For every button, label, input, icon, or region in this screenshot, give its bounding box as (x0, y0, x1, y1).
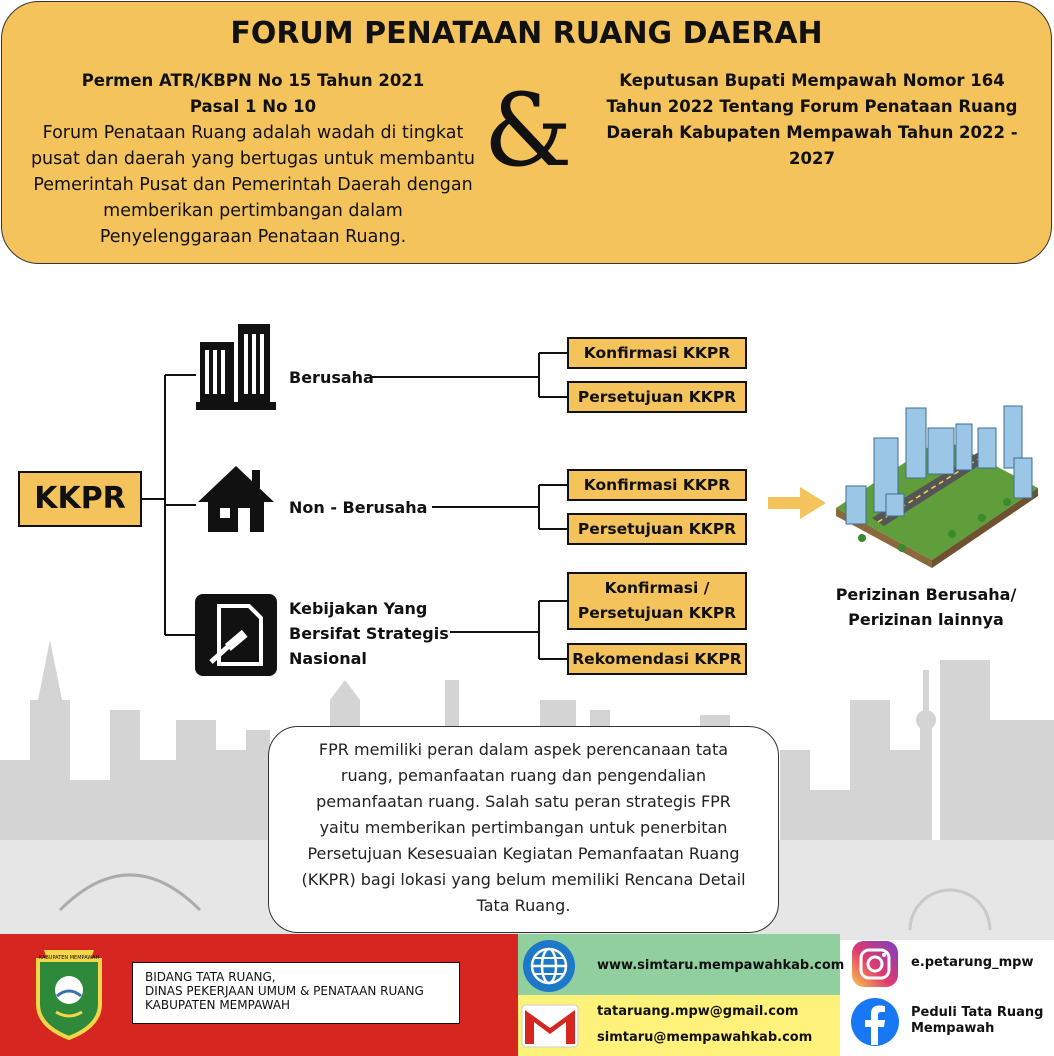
building-icon (196, 322, 276, 410)
result-caption-line2: Perizinan lainnya (848, 610, 1004, 629)
result-caption (826, 582, 1026, 632)
ampersand: & (483, 72, 573, 189)
regulation-left-article: Pasal 1 No 10 (189, 97, 317, 116)
category-non-berusaha: Non - Berusaha (289, 498, 428, 517)
house-icon (196, 464, 276, 534)
result-caption-line1: Perizinan Berusaha/ (835, 585, 1017, 604)
outcome-konfirmasi-berusaha: Konfirmasi KKPR (567, 337, 747, 369)
outcome-strategis-line2: Persetujuan KKPR (577, 604, 737, 622)
outcome-konfirmasi-non-berusaha: Konfirmasi KKPR (567, 469, 747, 501)
city-illustration (832, 398, 1042, 568)
legal-document-icon (195, 594, 277, 676)
instagram-handle[interactable]: e.petarung_mpw (911, 955, 1034, 970)
page-title: FORUM PENATAAN RUANG DAERAH (230, 16, 823, 51)
office-line1: BIDANG TATA RUANG, (145, 970, 276, 984)
outcome-rekomendasi-strategis: Rekomendasi KKPR (567, 643, 747, 675)
regency-logo (34, 946, 104, 1040)
globe-icon (521, 938, 577, 994)
right-arrow-icon (768, 485, 828, 521)
category-kebijakan-line2: Bersifat Strategis (289, 624, 449, 643)
category-kebijakan-line3: Nasional (289, 649, 367, 668)
kkpr-root-box: KKPR (18, 471, 142, 527)
outcome-persetujuan-non-berusaha: Persetujuan KKPR (567, 513, 747, 545)
website-link[interactable]: www.simtaru.mempawahkab.com (597, 958, 845, 973)
category-kebijakan-line1: Kebijakan Yang (289, 599, 428, 618)
logo-text: KABUPATEN MEMPAWAH (38, 955, 100, 961)
outcome-persetujuan-berusaha: Persetujuan KKPR (567, 381, 747, 413)
regulation-left-ref: Permen ATR/KBPN No 15 Tahun 2021 (81, 71, 425, 90)
regulation-right: Keputusan Bupati Mempawah Nomor 164 Tahun 2022 Tentang Forum Penataan Ruang Daerah Kabupaten Mempawah Tahun 2022 - 2027 (606, 71, 1018, 168)
office-line3: KABUPATEN MEMPAWAH (145, 998, 291, 1012)
email-link-primary[interactable]: tataruang.mpw@gmail.com (597, 1004, 799, 1019)
outcome-konfirmasi-persetujuan-strategis (567, 572, 747, 630)
regulation-left-body: Forum Penataan Ruang adalah wadah di tingkat pusat dan daerah yang bertugas untuk membantu Pemerintah Pusat dan Pemerintah Daerah dengan memberikan pertimbangan dalam Penyelenggaraan Penataan Ruang. (30, 123, 476, 247)
facebook-page-line2: Mempawah (911, 1021, 995, 1036)
instagram-icon (851, 940, 899, 988)
office-label (132, 962, 460, 1024)
office-line2: DINAS PEKERJAAN UMUM & PENATAAN RUANG (145, 984, 424, 998)
category-berusaha: Berusaha (289, 368, 374, 387)
fpr-description: FPR memiliki peran dalam aspek perencanaan tata ruang, pemanfaatan ruang dan pengendalian pemanfaatan ruang. Salah satu peran strategis FPR yaitu memberikan pertimbangan untuk penerbitan Persetujuan Kesesuaian Kegiatan Pemanfaatan Ruang (KKPR) bagi lokasi yang belum memiliki Rencana Detail Tata Ruang. (268, 726, 779, 933)
facebook-page[interactable] (911, 1005, 1043, 1037)
outcome-strategis-line1: Konfirmasi / (604, 579, 710, 597)
facebook-icon (850, 997, 900, 1047)
gmail-icon (521, 1004, 579, 1048)
category-kebijakan-strategis (289, 596, 449, 671)
facebook-page-line1: Peduli Tata Ruang (911, 1005, 1044, 1020)
email-link-secondary[interactable]: simtaru@mempawahkab.com (597, 1030, 813, 1045)
